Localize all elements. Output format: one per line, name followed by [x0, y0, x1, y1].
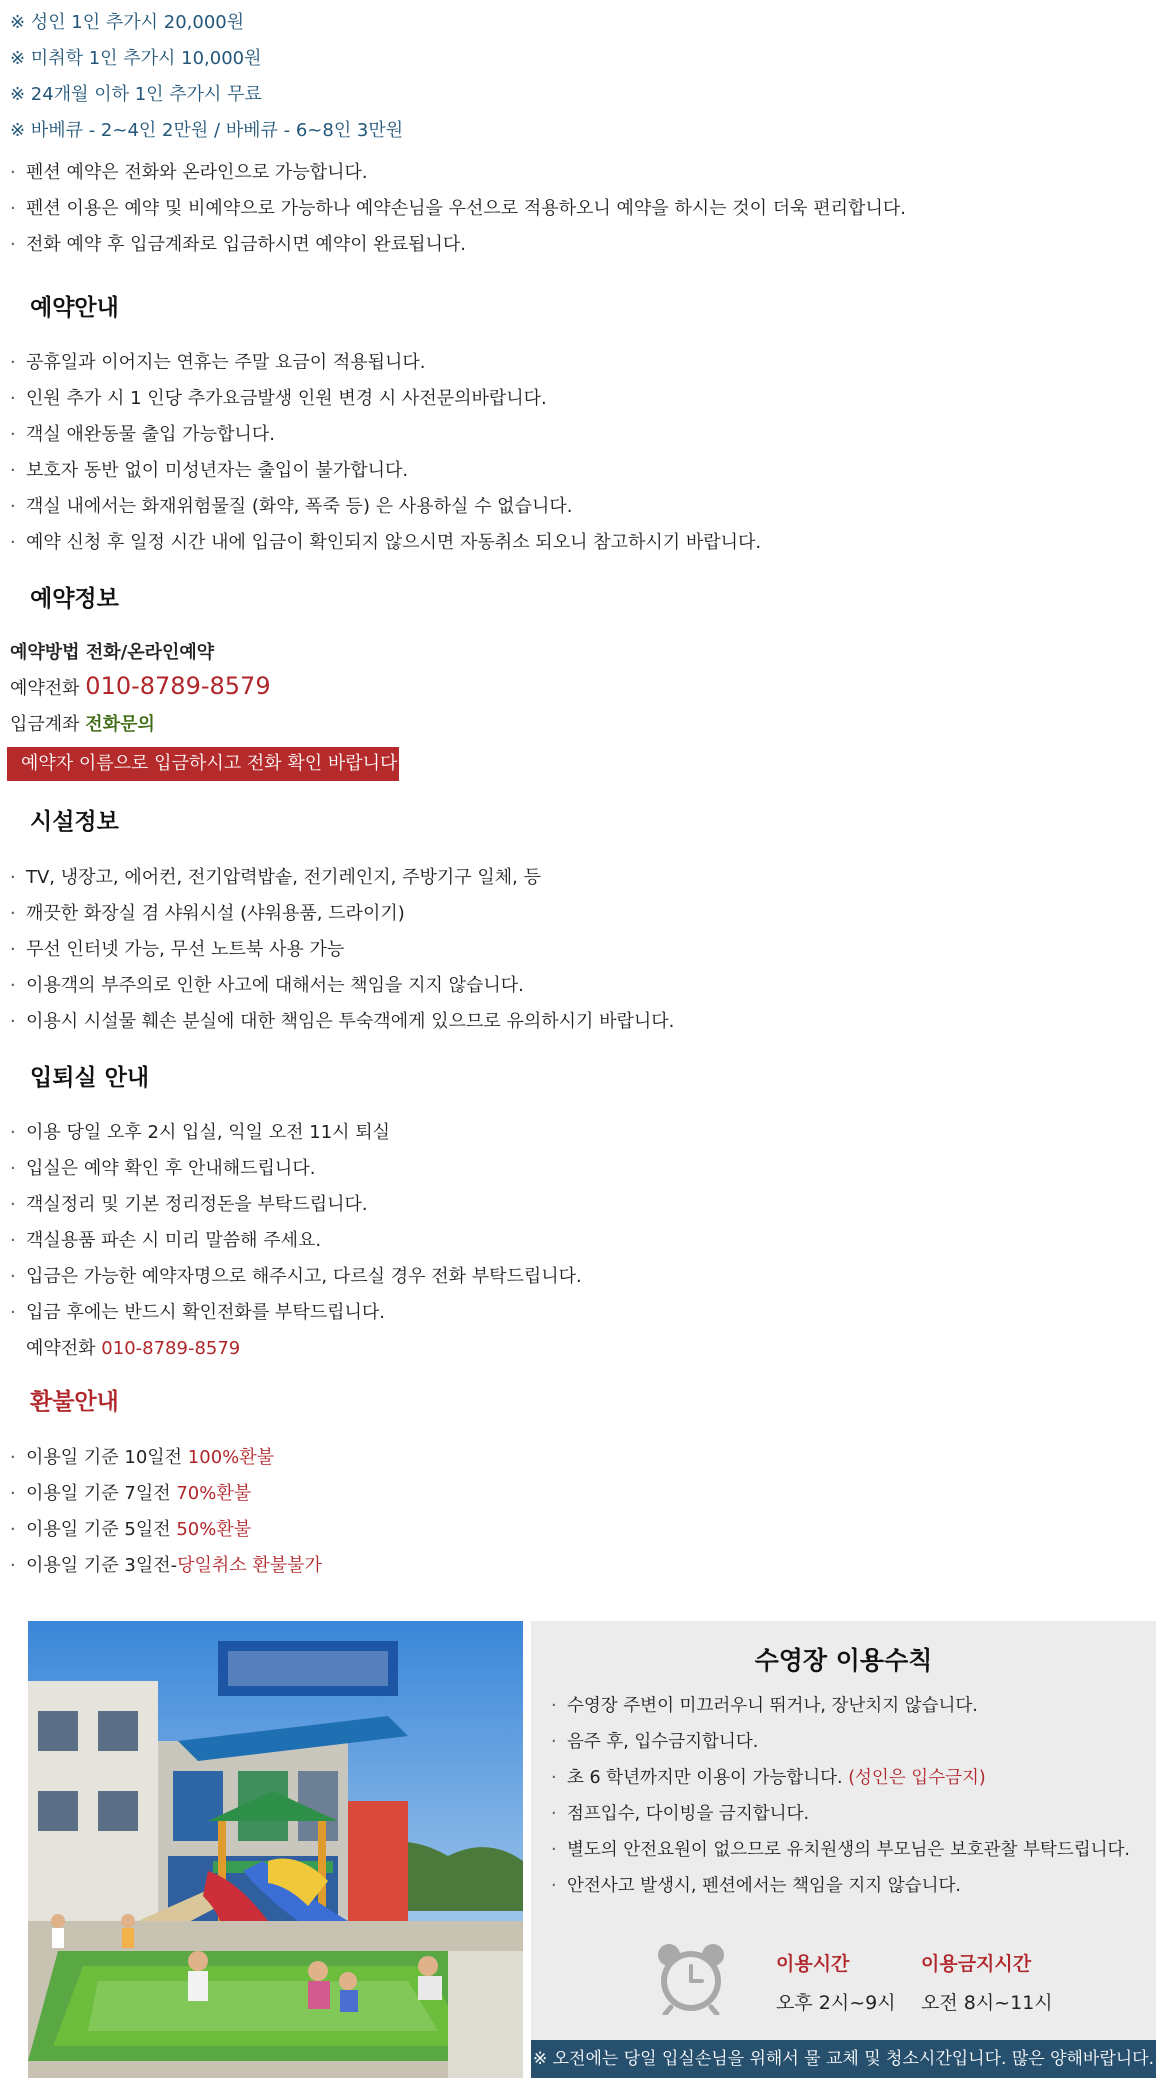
list-item: · 이용일 기준 7일전 70%환불 [10, 1483, 252, 1504]
pool-rules-title: 수영장 이용수칙 [754, 1646, 933, 1675]
phone-number-link[interactable]: 010-8789-8579 [85, 672, 271, 700]
reservation-info-title: 예약정보 [30, 586, 119, 612]
list-item: · 이용일 기준 10일전 100%환불 [10, 1447, 275, 1468]
list-item: · 입금 후에는 반드시 확인전화를 부탁드립니다. [10, 1302, 385, 1323]
checkin-title: 입퇴실 안내 [30, 1065, 150, 1091]
usage-hours: 이용시간 오후 2시~9시 [776, 1953, 896, 2014]
list-item: · 안전사고 발생시, 펜션에서는 책임을 지지 않습니다. [551, 1876, 961, 1896]
list-item: · 음주 후, 입수금지합니다. [551, 1732, 759, 1752]
list-item: · 입금은 가능한 예약자명으로 해주시고, 다르실 경우 전화 부탁드립니다. [10, 1266, 582, 1287]
reservation-account: 입금계좌 전화문의 [10, 714, 155, 735]
list-item: · 공휴일과 이어지는 연휴는 주말 요금이 적용됩니다. [10, 352, 426, 373]
list-item: · 수영장 주변이 미끄러우니 뛰거나, 장난치지 않습니다. [551, 1696, 978, 1716]
facility-title: 시설정보 [30, 809, 119, 835]
list-item: · 인원 추가 시 1 인당 추가요금발생 인원 변경 시 사전문의바랍니다. [10, 388, 547, 409]
list-item: · 보호자 동반 없이 미성년자는 출입이 불가합니다. [10, 460, 409, 481]
list-item: · 초 6 학년까지만 이용이 가능합니다. (성인은 입수금지) [551, 1768, 986, 1788]
refund-list [10, 1440, 322, 1584]
pool-photo [28, 1621, 523, 2078]
deposit-notice-banner: 예약자 이름으로 입금하시고 전화 확인 바랍니다. [7, 747, 399, 781]
facility-list [10, 860, 674, 1040]
list-item: · 펜션 예약은 전화와 온라인으로 가능합니다. [10, 162, 368, 183]
checkin-list [10, 1115, 582, 1367]
note-bbq: ※ 바베큐 - 2~4인 2만원 / 바베큐 - 6~8인 3만원 [10, 120, 404, 141]
list-item: · TV, 냉장고, 에어컨, 전기압력밥솥, 전기레인지, 주방기구 일체, 등 [10, 867, 541, 888]
list-item: · 별도의 안전요원이 없으므로 유치원생의 부모님은 보호관찰 부탁드립니다. [551, 1840, 1130, 1860]
note-adult-extra: ※ 성인 1인 추가시 20,000원 [10, 12, 245, 33]
refund-title: 환불안내 [30, 1389, 119, 1415]
list-item: · 점프입수, 다이빙을 금지합니다. [551, 1804, 810, 1824]
list-item: · 입실은 예약 확인 후 안내해드립니다. [10, 1158, 316, 1179]
closed-hours: 이용금지시간 오전 8시~11시 [921, 1953, 1053, 2014]
phone-number-link[interactable]: 010-8789-8579 [101, 1338, 241, 1359]
list-item: · 이용 당일 오후 2시 입실, 익일 오전 11시 퇴실 [10, 1122, 391, 1143]
list-item: · 무선 인터넷 가능, 무선 노트북 사용 가능 [10, 939, 345, 960]
list-item: · 이용일 기준 3일전-당일취소 환불불가 [10, 1555, 322, 1576]
list-item: · 전화 예약 후 입금계좌로 입금하시면 예약이 완료됩니다. [10, 234, 466, 255]
list-item: · 이용객의 부주의로 인한 사고에 대해서는 책임을 지지 않습니다. [10, 975, 524, 996]
list-item: · 객실용품 파손 시 미리 말씀해 주세요. [10, 1230, 322, 1251]
reservation-guide-title: 예약안내 [30, 295, 119, 321]
pool-cleaning-notice: ※ 오전에는 당일 입실손님을 위해서 물 교체 및 청소시간입니다. 많은 양해바랍니다. [531, 2040, 1156, 2078]
note-infant-extra: ※ 24개월 이하 1인 추가시 무료 [10, 84, 262, 105]
reservation-method: 예약방법 전화/온라인예약 [10, 642, 215, 663]
reservation-phone: 예약전화 010-8789-8579 [10, 672, 271, 700]
list-item: · 객실 애완동물 출입 가능합니다. [10, 424, 275, 445]
list-item: · 펜션 이용은 예약 및 비예약으로 가능하나 예약손님을 우선으로 적용하오니 예약을 하시는 것이 더욱 편리합니다. [10, 198, 906, 219]
note-child-extra: ※ 미취학 1인 추가시 10,000원 [10, 48, 262, 69]
list-item: · 깨끗한 화장실 겸 샤워시설 (샤워용품, 드라이기) [10, 903, 405, 924]
list-item: · 이용일 기준 5일전 50%환불 [10, 1519, 252, 1540]
checkin-phone: 예약전화 010-8789-8579 [26, 1338, 241, 1359]
list-item: · 객실 내에서는 화재위험물질 (화약, 폭죽 등) 은 사용하실 수 없습니다. [10, 496, 573, 517]
pool-rules-panel [531, 1621, 1156, 2078]
list-item: · 이용시 시설물 훼손 분실에 대한 책임은 투숙객에게 있으므로 유의하시기 바랍니다. [10, 1011, 675, 1032]
clock-icon [653, 1939, 729, 2015]
list-item: · 예약 신청 후 일정 시간 내에 입금이 확인되지 않으시면 자동취소 되오니 참고하시기 바랍니다. [10, 532, 762, 553]
reservation-guide-list [10, 345, 761, 561]
list-item: · 객실정리 및 기본 정리정돈을 부탁드립니다. [10, 1194, 368, 1215]
intro-list [10, 155, 906, 263]
pool-rules-list [551, 1688, 1130, 1904]
